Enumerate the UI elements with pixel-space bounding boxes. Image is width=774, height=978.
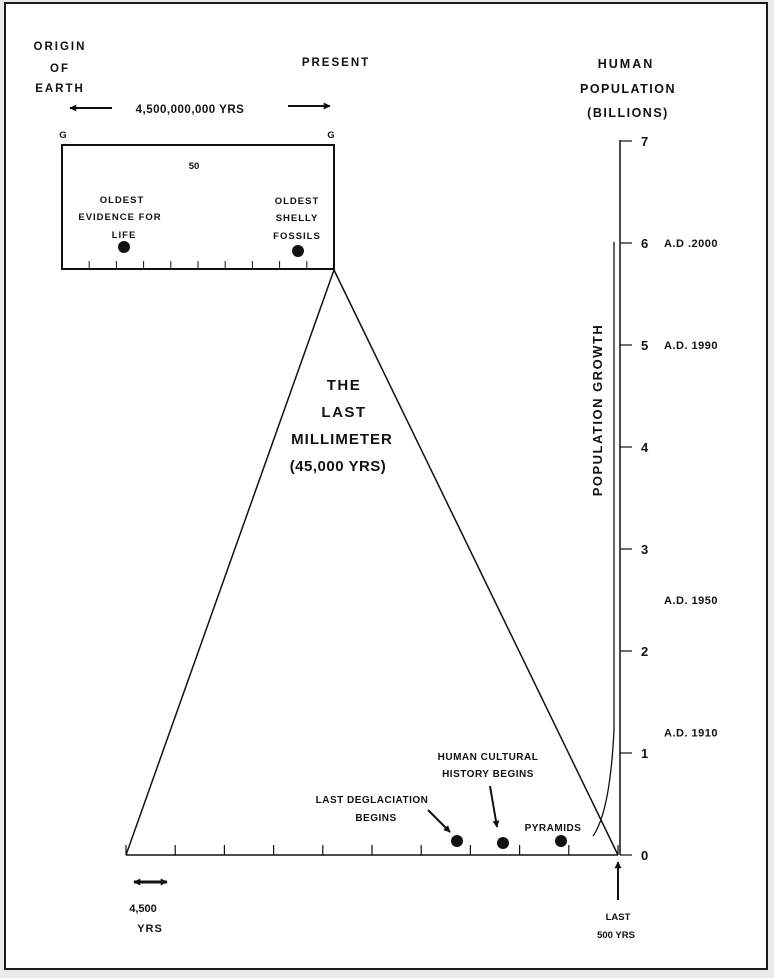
year-mark-label: A.D. 1950 [664, 595, 719, 607]
population-tick-label: 5 [641, 338, 649, 353]
origin-of-earth-label [34, 41, 87, 95]
population-title-line-2: POPULATION [579, 82, 677, 96]
year-mark-label: A.D .2000 [664, 238, 719, 250]
cultural-history-label [438, 752, 539, 780]
span-4500-label [129, 903, 163, 935]
population-tick-label: 7 [641, 134, 649, 149]
scale-mid-label: 50 [188, 161, 200, 172]
oldest-life-line-1: OLDEST [99, 195, 145, 206]
last-500-label [597, 912, 635, 941]
g-left-label: G [59, 130, 67, 141]
population-title [580, 57, 676, 120]
last-500-line-1: LAST [605, 912, 631, 923]
oldest-life-line-3: LIFE [111, 230, 137, 241]
year-mark-label: A.D. 1990 [664, 340, 719, 352]
oldest-life-dot [118, 241, 130, 253]
deglaciation-arrow [428, 810, 450, 832]
earth-box-ticks [89, 261, 307, 269]
span-4500-line-1: 4,500 [129, 903, 157, 915]
oldest-shelly-line-2: SHELLY [275, 213, 319, 224]
cultural-dot [497, 837, 509, 849]
population-year-marks [664, 238, 718, 740]
oldest-shelly-dot [292, 245, 304, 257]
population-tick-label: 2 [641, 644, 649, 659]
oldest-life-line-2: EVIDENCE FOR [78, 212, 162, 223]
origin-line-3: EARTH [35, 83, 85, 95]
last-millimeter-label [290, 377, 393, 475]
population-tick-label: 1 [641, 746, 649, 761]
oldest-life-label [78, 195, 161, 241]
last-mm-line-2: LAST [321, 404, 367, 421]
deglaciation-line-2: BEGINS [355, 813, 397, 824]
cultural-line-1: HUMAN CULTURAL [437, 752, 539, 763]
population-axis-ticks [620, 134, 649, 863]
deglaciation-dot [451, 835, 463, 847]
population-tick-label: 0 [641, 848, 649, 863]
origin-line-1: ORIGIN [33, 41, 87, 53]
bottom-timeline-ticks [126, 845, 618, 855]
population-tick-label: 6 [641, 236, 649, 251]
last-mm-line-4: (45,000 YRS) [289, 458, 387, 475]
population-tick-label: 4 [641, 440, 649, 455]
zoom-triangle [126, 270, 618, 855]
last-mm-line-3: MILLIMETER [291, 431, 393, 448]
origin-line-2: OF [50, 63, 70, 75]
present-label: PRESENT [301, 57, 371, 69]
year-mark-label: A.D. 1910 [664, 727, 719, 740]
pyramids-label: PYRAMIDS [524, 823, 582, 834]
deglaciation-label [316, 795, 429, 824]
population-title-line-3: (BILLIONS) [587, 106, 669, 120]
pyramids-dot [555, 835, 567, 847]
last-mm-line-1: THE [326, 377, 362, 394]
population-tick-label: 3 [641, 542, 649, 557]
oldest-shelly-line-3: FOSSILS [273, 231, 321, 242]
oldest-shelly-line-1: OLDEST [274, 196, 320, 207]
cultural-arrow [490, 786, 497, 827]
span-4500-line-2: YRS [137, 923, 163, 935]
oldest-shelly-label [273, 196, 321, 242]
cultural-line-2: HISTORY BEGINS [442, 769, 534, 780]
span-label: 4,500,000,000 YRS [135, 104, 245, 116]
population-title-line-1: HUMAN [597, 57, 655, 71]
population-growth-label: POPULATION GROWTH [590, 323, 605, 497]
last-500-line-2: 500 YRS [597, 930, 635, 941]
g-right-label: G [327, 130, 335, 141]
deglaciation-line-1: LAST DEGLACIATION [315, 795, 429, 806]
